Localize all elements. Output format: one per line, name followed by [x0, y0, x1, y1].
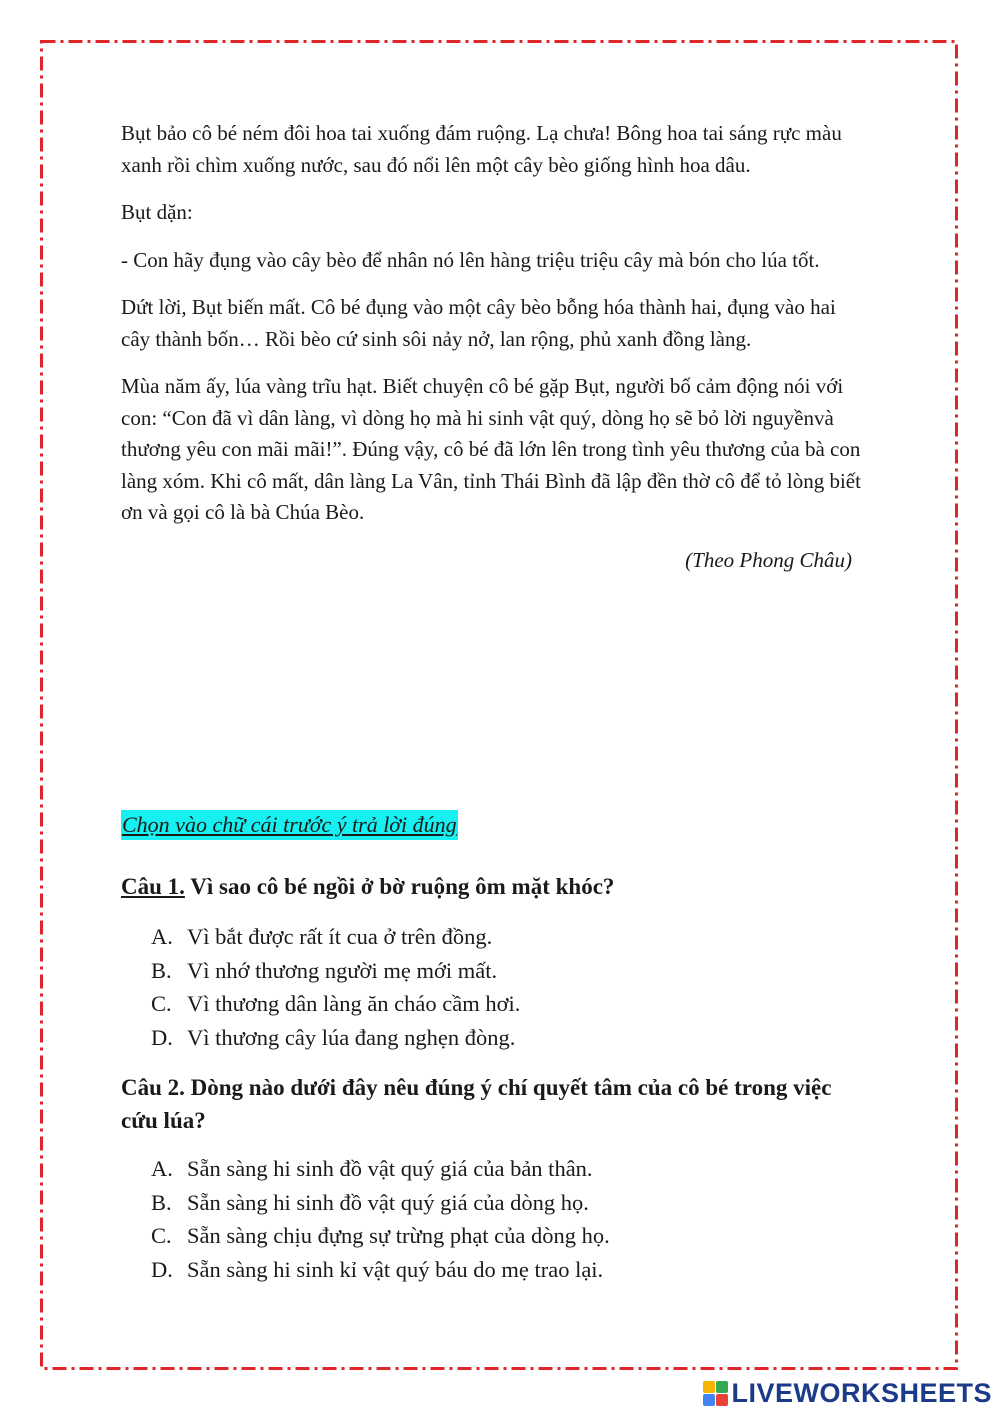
- question-2-number: Câu 2.: [121, 1075, 185, 1100]
- option-1b[interactable]: [151, 954, 520, 988]
- question-2-options: [151, 1152, 610, 1286]
- option-letter[interactable]: A.: [151, 1156, 173, 1181]
- instruction-text: Chọn vào chữ cái trước ý trả lời đúng: [121, 810, 458, 840]
- reading-passage: [121, 118, 866, 576]
- logo-text: LIVEWORKSHEETS: [731, 1378, 992, 1408]
- option-text: Sẵn sàng hi sinh đồ vật quý giá của dòng họ.: [187, 1189, 589, 1215]
- passage-source: (Theo Phong Châu): [685, 547, 852, 572]
- option-2a[interactable]: [151, 1152, 610, 1186]
- question-1: [121, 870, 866, 903]
- passage-paragraph: Bụt bảo cô bé ném đôi hoa tai xuống đám ruộng. Lạ chưa! Bông hoa tai sáng rực màu xanh rồi chìm xuống nước, sau đó nổi lên một cây bèo giống hình hoa dâu.: [121, 121, 842, 177]
- question-1-text: Vì sao cô bé ngồi ở bờ ruộng ôm mặt khóc?: [184, 874, 615, 899]
- option-letter[interactable]: C.: [151, 991, 172, 1016]
- option-text: Sẵn sàng hi sinh đồ vật quý giá của bản thân.: [187, 1156, 593, 1181]
- option-letter[interactable]: A.: [151, 924, 173, 949]
- option-text: Sẵn sàng hi sinh kỉ vật quý báu do mẹ trao lại.: [187, 1256, 604, 1282]
- question-1-options: [151, 920, 520, 1054]
- liveworksheets-logo-icon: [703, 1381, 728, 1406]
- option-letter[interactable]: D.: [151, 1024, 173, 1050]
- option-text: Vì bắt được rất ít cua ở trên đồng.: [187, 924, 493, 949]
- option-1a[interactable]: [151, 920, 520, 954]
- question-1-number: Câu 1.: [121, 874, 185, 899]
- option-1c[interactable]: [151, 987, 520, 1021]
- option-text: Vì nhớ thương người mẹ mới mất.: [187, 957, 498, 983]
- option-letter[interactable]: D.: [151, 1256, 173, 1282]
- option-2d[interactable]: [151, 1253, 610, 1287]
- liveworksheets-logo[interactable]: [703, 1378, 992, 1409]
- option-text: Vì thương dân làng ăn cháo cầm hơi.: [187, 991, 521, 1016]
- option-text: Sẵn sàng chịu đựng sự trừng phạt của dòng họ.: [187, 1223, 610, 1248]
- passage-paragraph: - Con hãy đụng vào cây bèo để nhân nó lên hàng triệu triệu cây mà bón cho lúa tốt.: [121, 247, 820, 272]
- option-text: Vì thương cây lúa đang nghẹn đòng.: [187, 1024, 516, 1050]
- passage-paragraph: Mùa năm ấy, lúa vàng trĩu hạt. Biết chuyện cô bé gặp Bụt, người bố cảm động nói với con: “Con đã vì dân làng, vì dòng họ mà hi sinh vật quý, dòng họ sẽ bỏ lời nguyềnvà thương yêu con mãi mãi!”. Đúng vậy, cô bé đã lớn lên trong tình yêu thương của bà con làng xóm. Khi cô mất, dân làng La Vân, tỉnh Thái Bình đã lập đền thờ cô để tỏ lòng biết ơn và gọi cô là bà Chúa Bèo.: [121, 374, 861, 524]
- passage-paragraph: Dứt lời, Bụt biến mất. Cô bé đụng vào một cây bèo bỗng hóa thành hai, đụng vào hai cây thành bốn… Rồi bèo cứ sinh sôi nảy nở, lan rộng, phủ xanh đồng làng.: [121, 295, 836, 351]
- option-letter[interactable]: B.: [151, 1189, 172, 1215]
- question-2: [121, 1071, 866, 1137]
- option-letter[interactable]: B.: [151, 957, 172, 983]
- option-2c[interactable]: [151, 1219, 610, 1253]
- option-2b[interactable]: [151, 1186, 610, 1220]
- passage-paragraph: Bụt dặn:: [121, 200, 193, 224]
- option-letter[interactable]: C.: [151, 1223, 172, 1248]
- option-1d[interactable]: [151, 1021, 520, 1055]
- question-2-text: Dòng nào dưới đây nêu đúng ý chí quyết tâm của cô bé trong việc cứu lúa?: [121, 1075, 832, 1133]
